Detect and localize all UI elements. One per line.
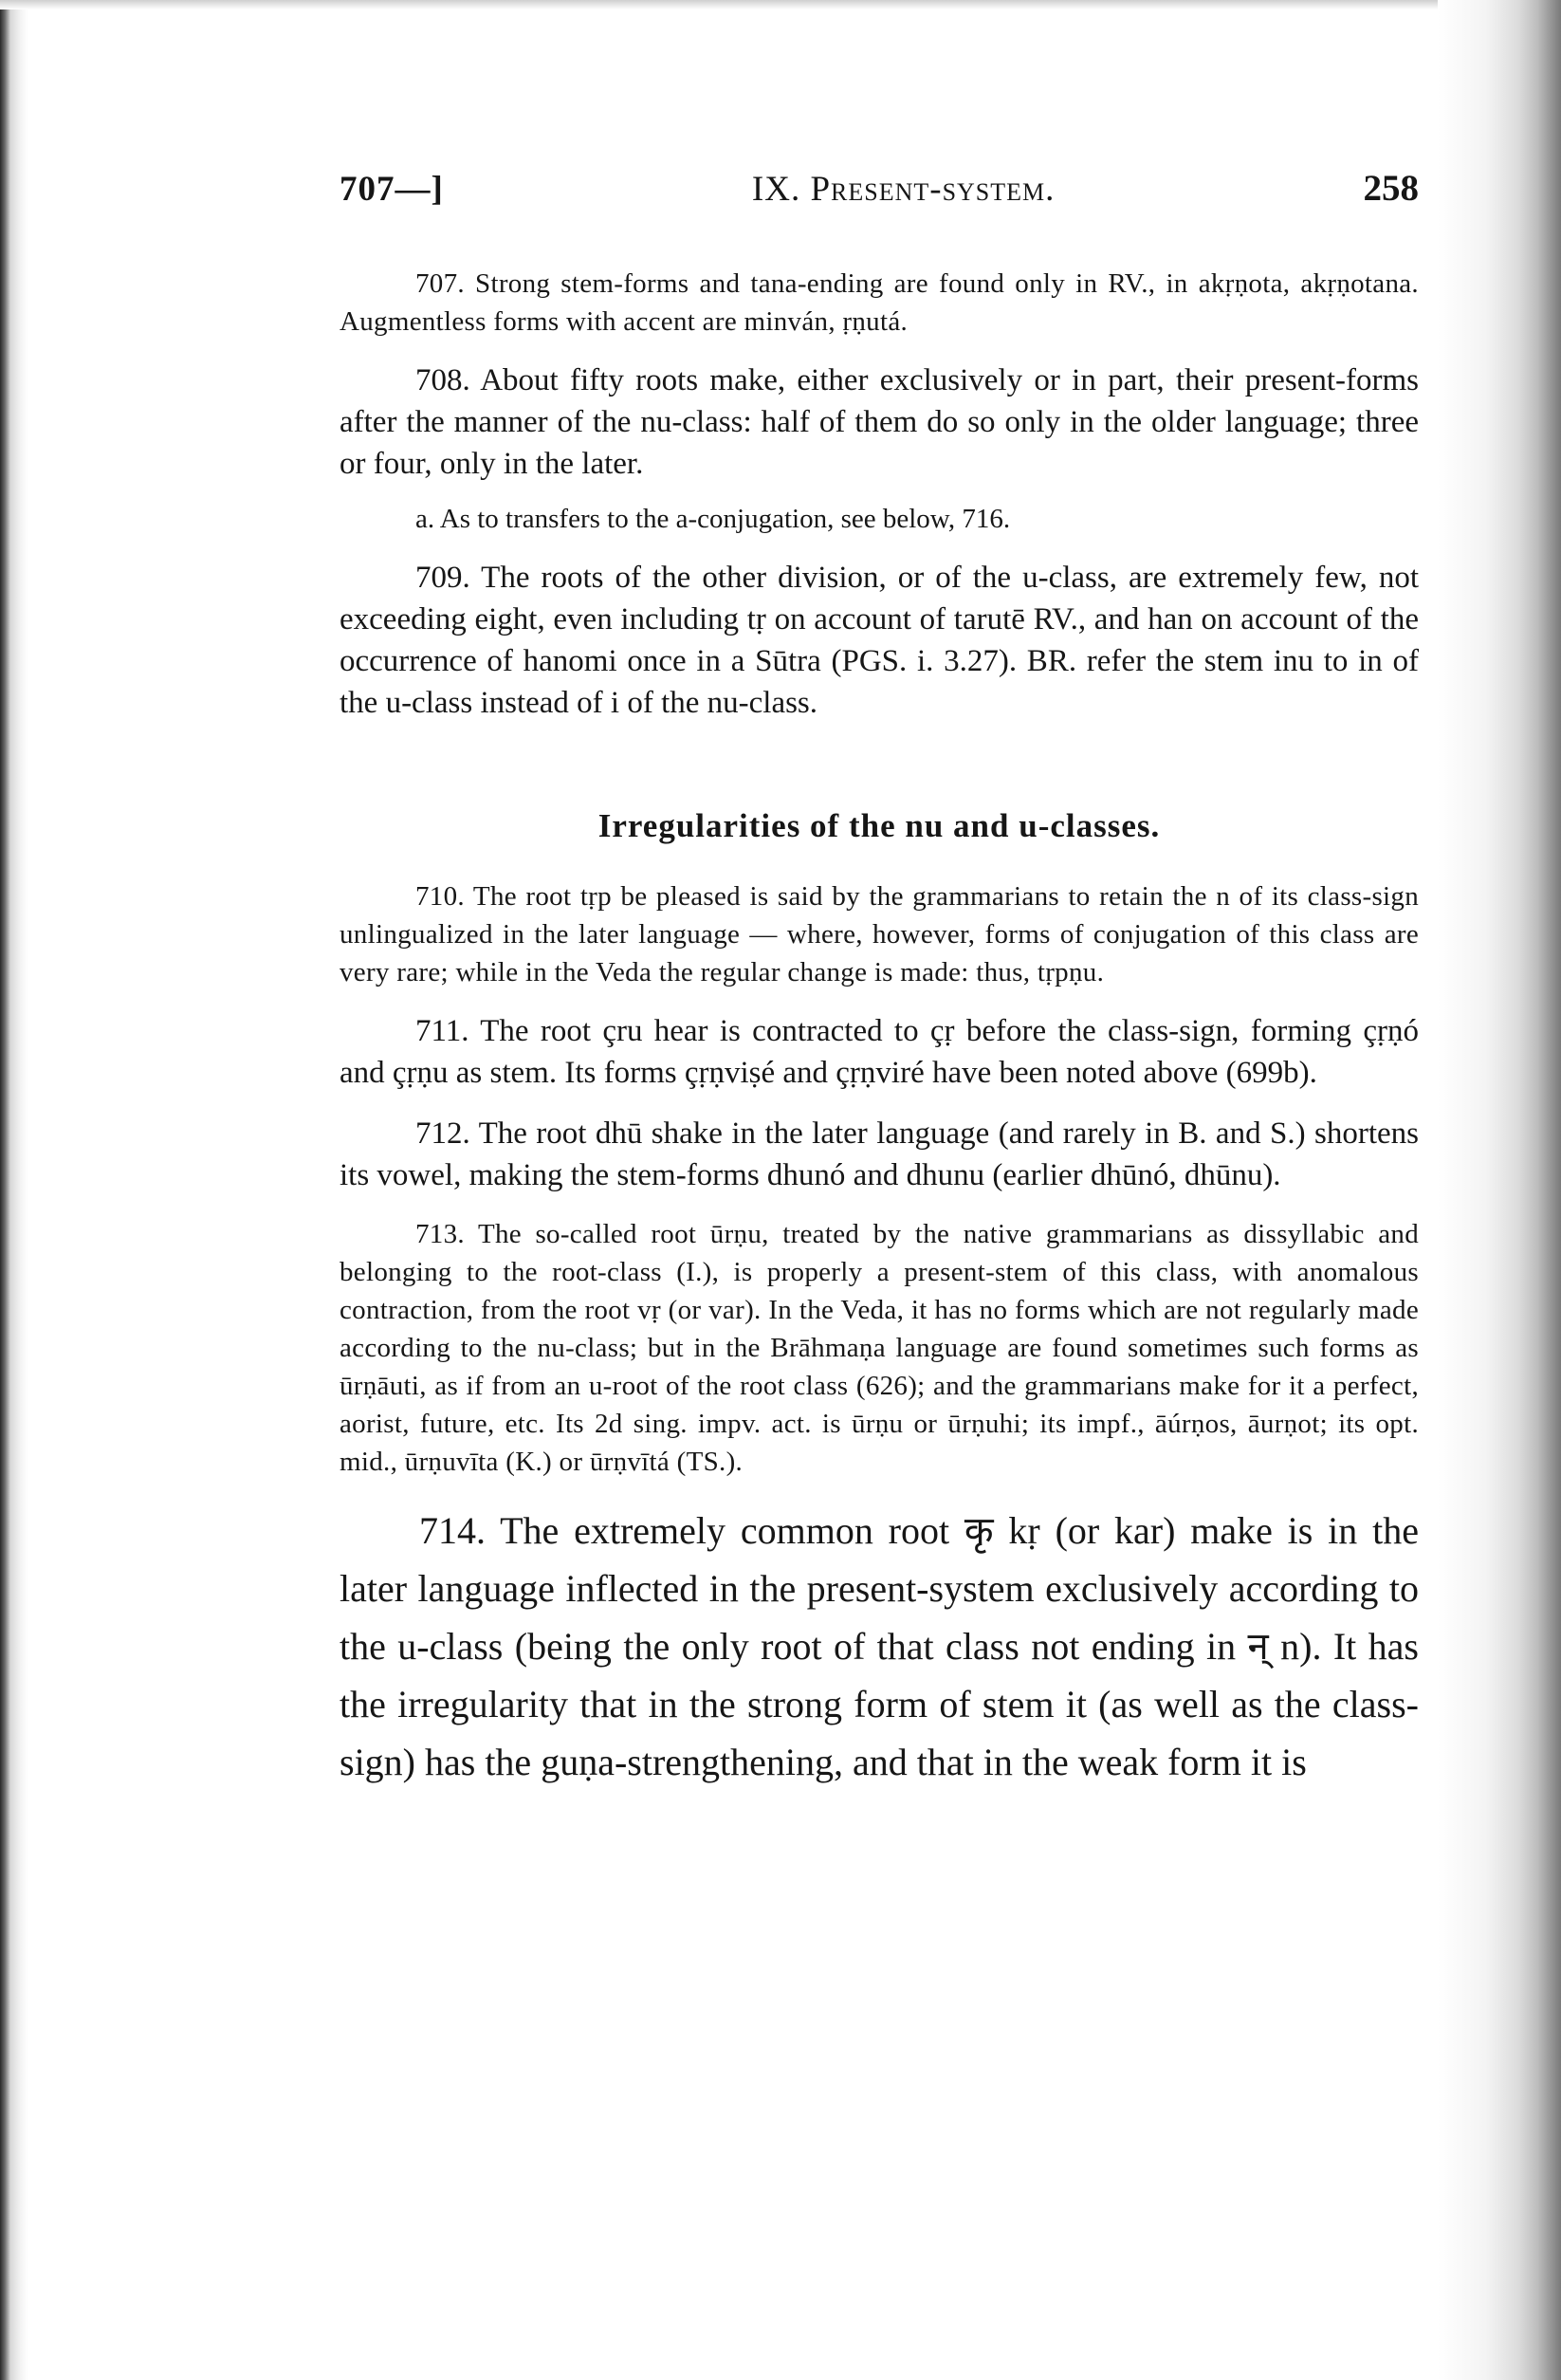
paragraph-708a: a. As to transfers to the a-conjugation, see below, 716. xyxy=(415,504,1011,534)
paragraph-712: 712. The root dhū shake in the later language (and rarely in B. and S.) shortens its vowel, making the stem-forms dhunó and dhunu (earlier dhūnó, dhūnu). xyxy=(340,1116,1419,1192)
book-page xyxy=(340,167,1419,1791)
scan-top-edge xyxy=(0,0,1561,9)
running-head xyxy=(340,167,1419,210)
section-range: 707—] xyxy=(340,170,444,209)
chapter-title: IX. Present-system. xyxy=(751,170,1056,209)
scan-left-edge xyxy=(0,0,28,2380)
paragraph-710: 710. The root tṛp be pleased is said by the grammarians to retain the n of its class-sign unlingualized in the later language — where, however, forms of conjugation of this class are very rare; while in the Veda the regular change is made: thus, tṛpṇu. xyxy=(340,881,1419,987)
paragraph-707: 707. Strong stem-forms and tana-ending are found only in RV., in akṛṇota, akṛṇotana. Augmentless forms with accent are minván, ṛṇutá. xyxy=(340,268,1419,337)
paragraph-711: 711. The root çru hear is contracted to çṛ before the class-sign, forming çṛṇó and çṛṇu as stem. Its forms çṛṇviṣé and çṛṇviré have been noted above (699b). xyxy=(340,1014,1419,1090)
paragraph-713: 713. The so-called root ūrṇu, treated by the native grammarians as dissyllabic and belonging to the root-class (I.), is properly a present-stem of this class, with anomalous contraction, from the root vṛ (or var). In the Veda, it has no forms which are not regularly made according to the nu-class; but in the Brāhmaṇa language are found sometimes such forms as ūrṇāuti, as if from an u-root of the root class (626); and the grammarians make for it a perfect, aorist, future, etc. Its 2d sing. impv. act. is ūrṇu or ūrṇuhi; its impf., āúrṇos, āurṇot; its opt. mid., ūrṇuvīta (K.) or ūrṇvītá (TS.). xyxy=(340,1219,1419,1477)
scan-right-edge xyxy=(1438,0,1561,2380)
page-number: 258 xyxy=(1363,168,1419,209)
paragraph-709: 709. The roots of the other division, or of the u-class, are extremely few, not exceeding eight, even including tṛ on account of tarutē RV., and han on account of the occurrence of hanomi once in a Sūtra (PGS. i. 3.27). BR. refer the stem inu to in of the u-class instead of i of the nu-class. xyxy=(340,561,1419,720)
paragraph-708: 708. About fifty roots make, either exclusively or in part, their present-forms after the manner of the nu-class: half of them do so only in the older language; three or four, only in the later. xyxy=(340,363,1419,481)
paragraph-714: 714. The extremely common root कृ kṛ (or kar) make is in the later language inflected in the present-system exclusively according to the u-class (being the only root of that class not ending in न् n). It has the irregularity that in the strong form of stem it (as well as the class-sign) has the guṇa-strengthening, and that in the weak form it is xyxy=(340,1509,1419,1783)
section-heading: Irregularities of the nu and u-classes. xyxy=(597,807,1161,844)
